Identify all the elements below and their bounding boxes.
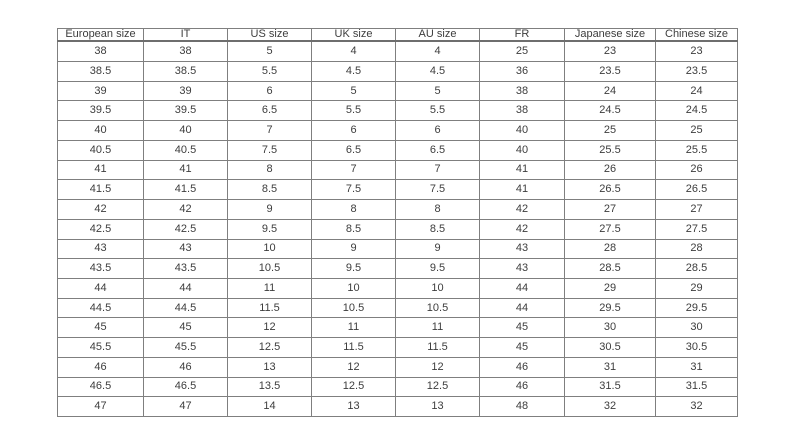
- table-cell: 29.5: [565, 298, 656, 318]
- table-header: [58, 29, 738, 42]
- table-cell: 12.5: [396, 377, 480, 397]
- table-cell: 9: [228, 200, 312, 220]
- table-cell: 40.5: [58, 140, 144, 160]
- table-cell: 8.5: [228, 180, 312, 200]
- table-cell: 44: [144, 278, 228, 298]
- table-cell: 4: [312, 41, 396, 62]
- table-row: [58, 41, 738, 62]
- table-cell: 12: [312, 357, 396, 377]
- table-cell: 12.5: [228, 338, 312, 358]
- table-cell: 4: [396, 41, 480, 62]
- table-cell: 46.5: [58, 377, 144, 397]
- table-cell: 45.5: [58, 338, 144, 358]
- table-body: [58, 41, 738, 417]
- table-cell: 11: [312, 318, 396, 338]
- table-cell: 25: [565, 121, 656, 141]
- table-cell: 10: [312, 278, 396, 298]
- table-cell: 10: [228, 239, 312, 259]
- table-row: [58, 101, 738, 121]
- table-cell: 47: [58, 397, 144, 417]
- table-cell: 7.5: [228, 140, 312, 160]
- table-cell: 8: [396, 200, 480, 220]
- table-cell: 38: [480, 81, 565, 101]
- table-cell: 30: [565, 318, 656, 338]
- table-cell: 42.5: [144, 219, 228, 239]
- table-row: [58, 357, 738, 377]
- table-cell: 26.5: [565, 180, 656, 200]
- table-cell: 43.5: [144, 259, 228, 279]
- table-cell: 24.5: [656, 101, 738, 121]
- column-header: European size: [58, 29, 144, 42]
- table-cell: 9.5: [228, 219, 312, 239]
- column-header: IT: [144, 29, 228, 42]
- table-cell: 11.5: [312, 338, 396, 358]
- table-cell: 4.5: [312, 62, 396, 82]
- table-cell: 23: [565, 41, 656, 62]
- table-cell: 30: [656, 318, 738, 338]
- table-cell: 44.5: [144, 298, 228, 318]
- table-cell: 10.5: [312, 298, 396, 318]
- table-cell: 42: [58, 200, 144, 220]
- table-cell: 10: [396, 278, 480, 298]
- table-row: [58, 160, 738, 180]
- table-cell: 12: [228, 318, 312, 338]
- table-cell: 40: [480, 121, 565, 141]
- table-cell: 44: [58, 278, 144, 298]
- table-cell: 43: [58, 239, 144, 259]
- table-cell: 8: [312, 200, 396, 220]
- table-row: [58, 278, 738, 298]
- table-cell: 42: [480, 219, 565, 239]
- table-row: [58, 140, 738, 160]
- table-row: [58, 121, 738, 141]
- table-row: [58, 81, 738, 101]
- table-cell: 43: [480, 239, 565, 259]
- table-cell: 39.5: [58, 101, 144, 121]
- table-cell: 7: [228, 121, 312, 141]
- table-cell: 11: [396, 318, 480, 338]
- table-cell: 12: [396, 357, 480, 377]
- table-cell: 28.5: [656, 259, 738, 279]
- column-header: Japanese size: [565, 29, 656, 42]
- table-cell: 11.5: [228, 298, 312, 318]
- table-cell: 46: [480, 377, 565, 397]
- table-cell: 48: [480, 397, 565, 417]
- table-cell: 42: [480, 200, 565, 220]
- table-cell: 7.5: [312, 180, 396, 200]
- table-cell: 5: [228, 41, 312, 62]
- table-cell: 10.5: [396, 298, 480, 318]
- table-row: [58, 239, 738, 259]
- column-header: UK size: [312, 29, 396, 42]
- table-cell: 29: [656, 278, 738, 298]
- table-cell: 43: [480, 259, 565, 279]
- table-cell: 9.5: [312, 259, 396, 279]
- table-cell: 28.5: [565, 259, 656, 279]
- table-row: [58, 180, 738, 200]
- table-cell: 45: [58, 318, 144, 338]
- table-cell: 7.5: [396, 180, 480, 200]
- table-cell: 30.5: [656, 338, 738, 358]
- table-cell: 25.5: [656, 140, 738, 160]
- table-cell: 42.5: [58, 219, 144, 239]
- table-cell: 41: [144, 160, 228, 180]
- table-cell: 4.5: [396, 62, 480, 82]
- table-cell: 44.5: [58, 298, 144, 318]
- table-cell: 31: [656, 357, 738, 377]
- table-row: [58, 219, 738, 239]
- table-cell: 40.5: [144, 140, 228, 160]
- table-cell: 24.5: [565, 101, 656, 121]
- column-header: AU size: [396, 29, 480, 42]
- table-cell: 40: [480, 140, 565, 160]
- table-cell: 6: [228, 81, 312, 101]
- column-header: US size: [228, 29, 312, 42]
- table-cell: 41.5: [144, 180, 228, 200]
- table-cell: 25: [480, 41, 565, 62]
- table-cell: 11: [228, 278, 312, 298]
- table-cell: 5.5: [312, 101, 396, 121]
- table-cell: 41: [480, 160, 565, 180]
- table-cell: 38: [58, 41, 144, 62]
- table-cell: 6.5: [228, 101, 312, 121]
- table-cell: 13.5: [228, 377, 312, 397]
- column-header: Chinese size: [656, 29, 738, 42]
- table-cell: 8.5: [312, 219, 396, 239]
- table-cell: 41: [480, 180, 565, 200]
- table-cell: 5: [396, 81, 480, 101]
- table-cell: 32: [565, 397, 656, 417]
- table-cell: 38.5: [144, 62, 228, 82]
- table-cell: 38: [144, 41, 228, 62]
- table-cell: 32: [656, 397, 738, 417]
- table-cell: 12.5: [312, 377, 396, 397]
- table-cell: 8: [228, 160, 312, 180]
- table-cell: 29.5: [656, 298, 738, 318]
- table-row: [58, 62, 738, 82]
- table-cell: 6: [312, 121, 396, 141]
- table-cell: 27.5: [656, 219, 738, 239]
- table-cell: 8.5: [396, 219, 480, 239]
- header-row: [58, 29, 738, 42]
- table-cell: 42: [144, 200, 228, 220]
- table-row: [58, 338, 738, 358]
- table-cell: 36: [480, 62, 565, 82]
- table-cell: 41: [58, 160, 144, 180]
- table-cell: 7: [396, 160, 480, 180]
- table-cell: 25: [656, 121, 738, 141]
- table-cell: 7: [312, 160, 396, 180]
- table-cell: 46: [144, 357, 228, 377]
- table-cell: 5.5: [228, 62, 312, 82]
- table-cell: 9: [312, 239, 396, 259]
- table-cell: 39: [144, 81, 228, 101]
- table-cell: 26: [565, 160, 656, 180]
- table-cell: 43: [144, 239, 228, 259]
- table-cell: 6.5: [396, 140, 480, 160]
- table-cell: 38: [480, 101, 565, 121]
- table-row: [58, 298, 738, 318]
- table-cell: 27: [565, 200, 656, 220]
- table-cell: 39.5: [144, 101, 228, 121]
- column-header: FR: [480, 29, 565, 42]
- table-cell: 40: [58, 121, 144, 141]
- table-cell: 13: [312, 397, 396, 417]
- table-cell: 9: [396, 239, 480, 259]
- table-cell: 9.5: [396, 259, 480, 279]
- table-cell: 46.5: [144, 377, 228, 397]
- table-cell: 26.5: [656, 180, 738, 200]
- table-cell: 25.5: [565, 140, 656, 160]
- table-cell: 27: [656, 200, 738, 220]
- table-cell: 23.5: [656, 62, 738, 82]
- table-cell: 6.5: [312, 140, 396, 160]
- table-cell: 13: [228, 357, 312, 377]
- table-cell: 45: [480, 318, 565, 338]
- table-row: [58, 318, 738, 338]
- table-row: [58, 200, 738, 220]
- table-cell: 14: [228, 397, 312, 417]
- table-cell: 26: [656, 160, 738, 180]
- table-cell: 24: [565, 81, 656, 101]
- table-cell: 47: [144, 397, 228, 417]
- table-cell: 45: [144, 318, 228, 338]
- table-cell: 45: [480, 338, 565, 358]
- table-cell: 6: [396, 121, 480, 141]
- table-cell: 40: [144, 121, 228, 141]
- table-cell: 31: [565, 357, 656, 377]
- table-cell: 46: [480, 357, 565, 377]
- table-cell: 45.5: [144, 338, 228, 358]
- table-cell: 38.5: [58, 62, 144, 82]
- table-cell: 30.5: [565, 338, 656, 358]
- table-cell: 28: [565, 239, 656, 259]
- table-row: [58, 377, 738, 397]
- table-cell: 41.5: [58, 180, 144, 200]
- table-cell: 43.5: [58, 259, 144, 279]
- table-cell: 11.5: [396, 338, 480, 358]
- table-cell: 5: [312, 81, 396, 101]
- table-cell: 31.5: [656, 377, 738, 397]
- table-cell: 29: [565, 278, 656, 298]
- shoe-size-conversion-table: [57, 28, 738, 417]
- table-cell: 39: [58, 81, 144, 101]
- table-row: [58, 259, 738, 279]
- table-cell: 5.5: [396, 101, 480, 121]
- table-cell: 44: [480, 298, 565, 318]
- table-cell: 44: [480, 278, 565, 298]
- table-cell: 46: [58, 357, 144, 377]
- table-row: [58, 397, 738, 417]
- table-cell: 10.5: [228, 259, 312, 279]
- table-cell: 28: [656, 239, 738, 259]
- table-cell: 23.5: [565, 62, 656, 82]
- table-cell: 23: [656, 41, 738, 62]
- table-cell: 31.5: [565, 377, 656, 397]
- table-cell: 24: [656, 81, 738, 101]
- table-cell: 13: [396, 397, 480, 417]
- table-cell: 27.5: [565, 219, 656, 239]
